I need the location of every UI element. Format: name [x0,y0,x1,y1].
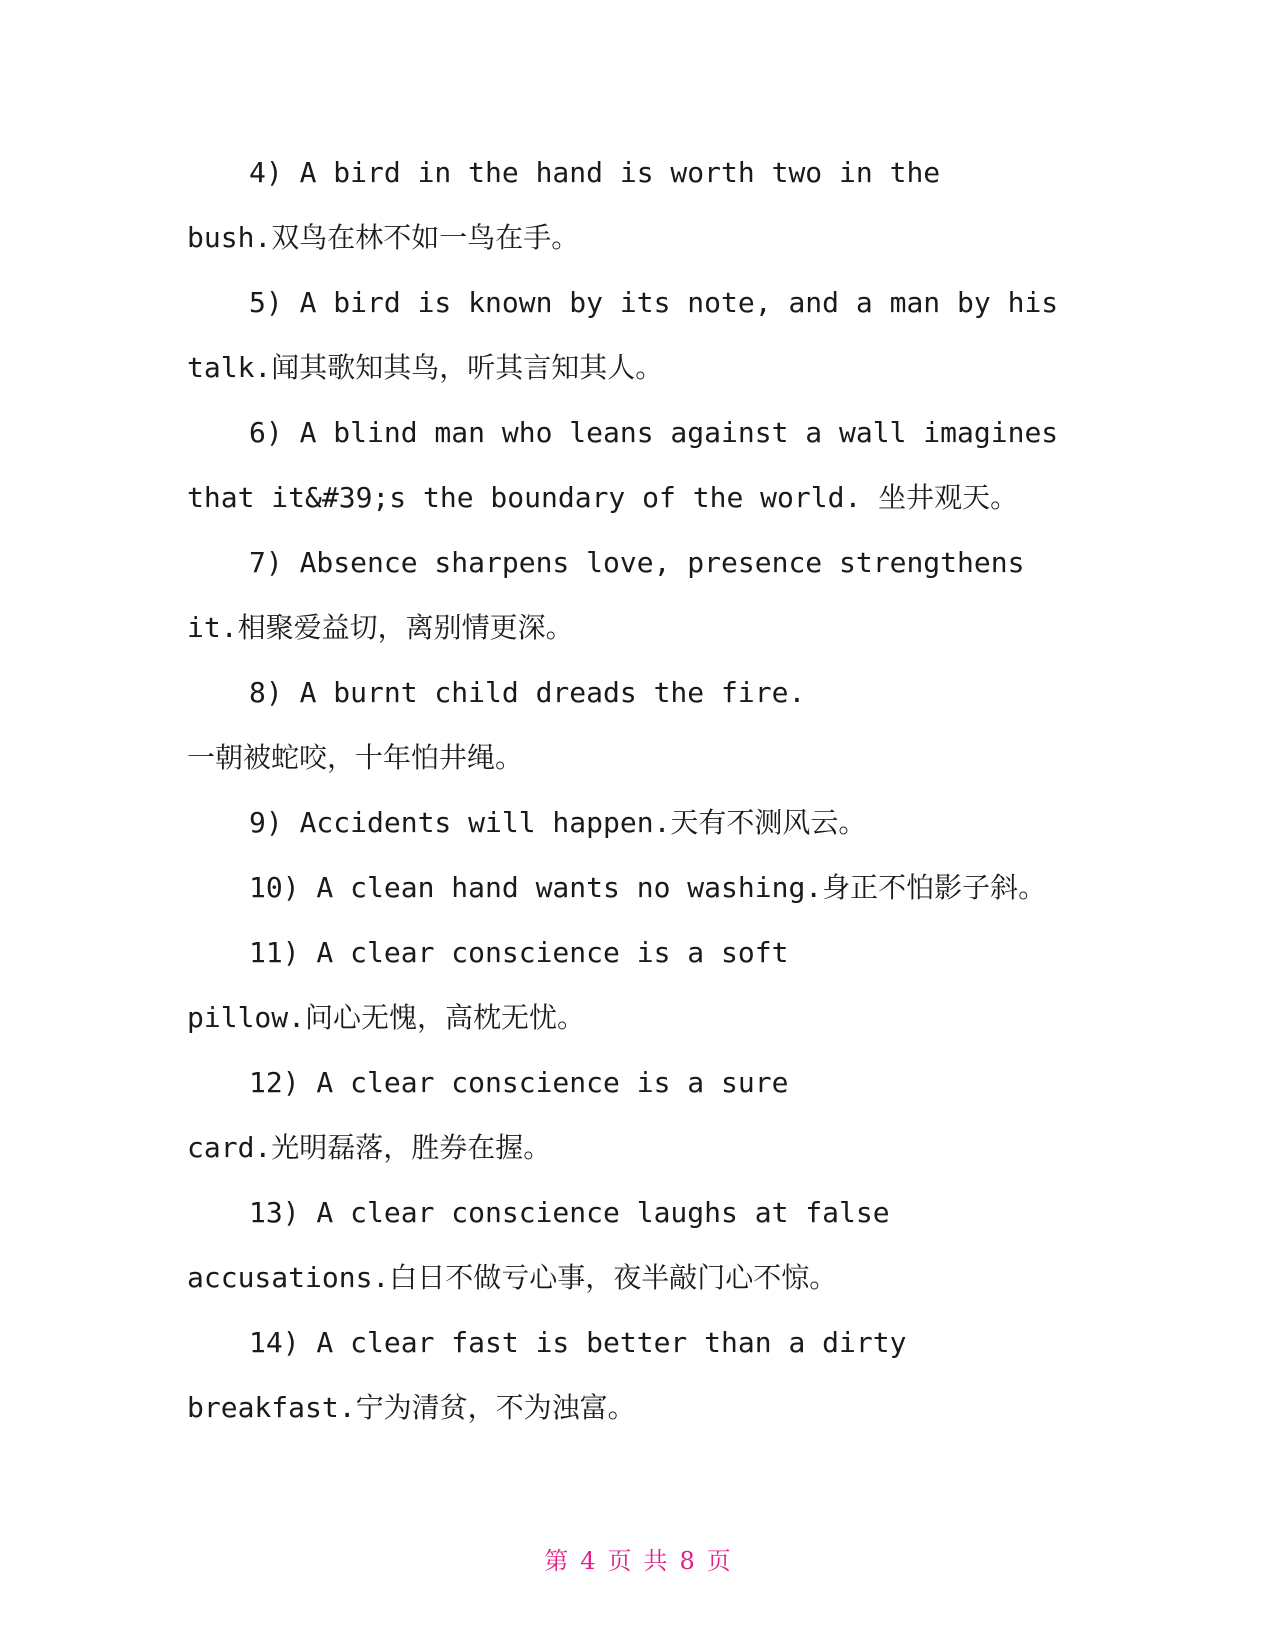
line-11: 9) Accidents will happen.天有不测风云。 [249,806,867,839]
line-4: talk.闻其歌知其鸟，听其言知其人。 [187,351,664,384]
line-2: bush.双鸟在林不如一鸟在手。 [187,221,580,254]
line-8: it.相聚爱益切，离别情更深。 [187,611,574,644]
line-18: accusations.白日不做亏心事，夜半敲门心不惊。 [187,1261,838,1294]
line-17: 13) A clear conscience laughs at false [249,1196,890,1229]
line-15: 12) A clear conscience is a sure [249,1066,789,1099]
footer-current-page: 4 [580,1547,596,1575]
line-13: 11) A clear conscience is a soft [249,936,789,969]
line-7: 7) Absence sharpens love, presence strengthens [249,546,1025,579]
line-12: 10) A clean hand wants no washing.身正不怕影子斜。 [249,871,1047,904]
page-footer [0,1545,1275,1577]
footer-total-suffix: 页 [706,1547,731,1575]
line-14: pillow.问心无愧，高枕无忧。 [187,1001,586,1034]
footer-prefix: 第 [544,1547,569,1575]
line-3: 5) A bird is known by its note, and a man by his [249,286,1059,319]
line-20: breakfast.宁为清贫，不为浊富。 [187,1391,636,1424]
line-10: 一朝被蛇咬，十年怕井绳。 [187,741,524,774]
line-1: 4) A bird in the hand is worth two in the [249,156,941,189]
footer-page-label: 页 [607,1547,632,1575]
footer-total-pages: 8 [679,1547,695,1575]
line-16: card.光明磊落，胜券在握。 [187,1131,552,1164]
proverb-list [187,140,1067,1440]
footer-total-prefix: 共 [643,1547,668,1575]
line-9: 8) A burnt child dreads the fire. [249,676,806,709]
line-5: 6) A blind man who leans against a wall imagines [249,416,1059,449]
line-19: 14) A clear fast is better than a dirty [249,1326,907,1359]
line-6: that it&#39;s the boundary of the world. 坐井观天。 [187,481,1019,514]
